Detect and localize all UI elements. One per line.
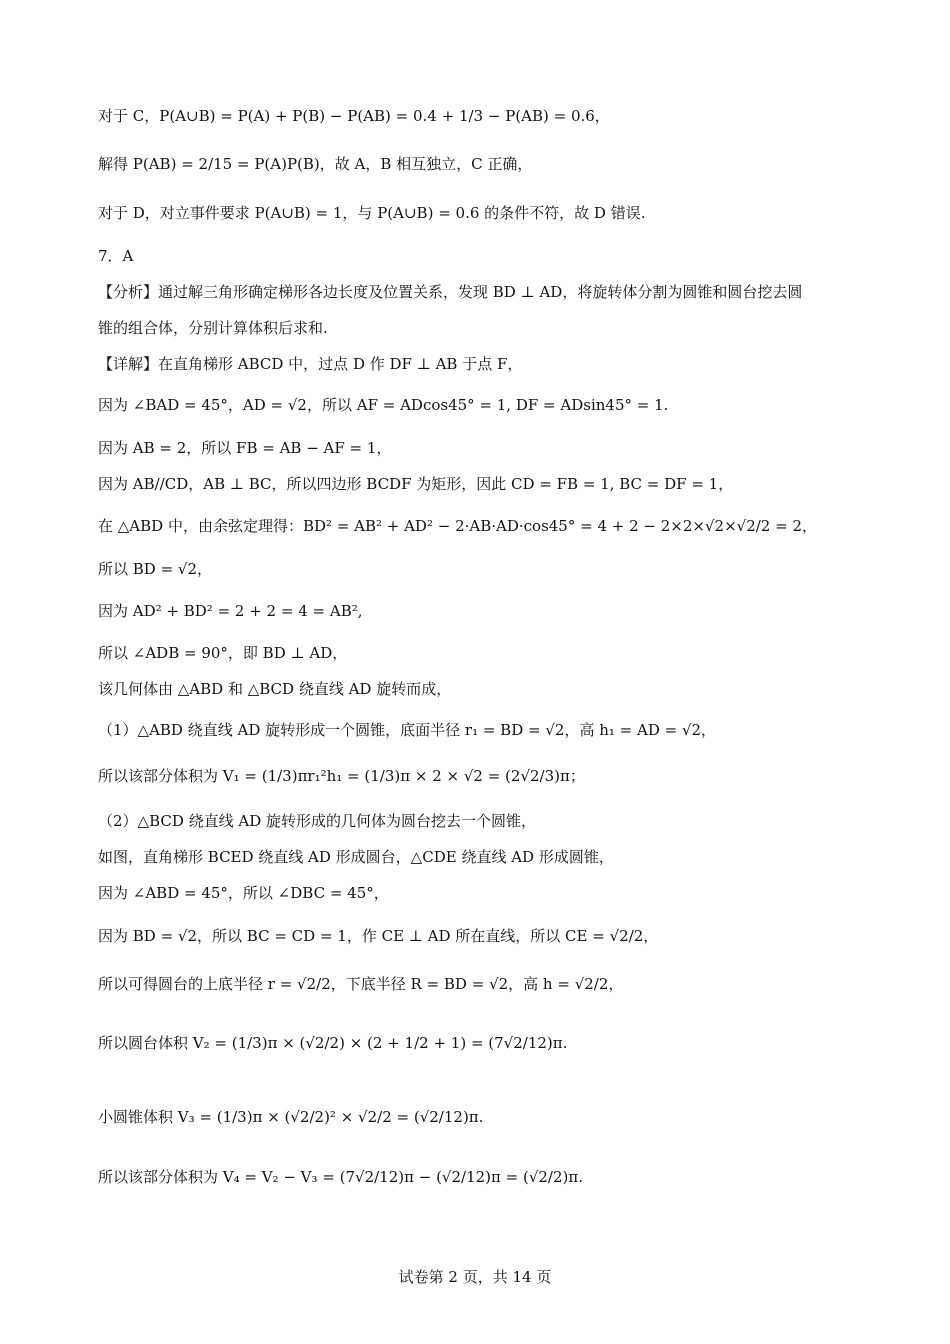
- text-line: （2）△BCD 绕直线 AD 旋转形成的几何体为圆台挖去一个圆锥，: [98, 812, 537, 830]
- text-line: 对于 C，P(A∪B) = P(A) + P(B) − P(AB) = 0.4 + 1/3 − P(AB) = 0.6，: [98, 107, 610, 125]
- text-line: 解得 P(AB) = 2/15 = P(A)P(B)，故 A，B 相互独立，C 正确，: [98, 155, 533, 173]
- text-line: 该几何体由 △ABD 和 △BCD 绕直线 AD 旋转而成，: [98, 680, 452, 698]
- text-line: 因为 AB = 2，所以 FB = AB − AF = 1，: [98, 439, 392, 457]
- analysis-line: 【分析】通过解三角形确定梯形各边长度及位置关系，发现 BD ⊥ AD，将旋转体分割为圆锥和圆台挖去圆: [98, 283, 803, 301]
- text-line: 因为 ∠BAD = 45°，AD = √2，所以 AF = ADcos45° = 1, DF = ADsin45° = 1.: [98, 396, 669, 414]
- analysis-line: 锥的组合体，分别计算体积后求和.: [98, 319, 328, 337]
- text-line: 因为 AD² + BD² = 2 + 2 = 4 = AB²,: [98, 602, 363, 620]
- text-line: 在 △ABD 中，由余弦定理得：BD² = AB² + AD² − 2·AB·AD·cos45° = 4 + 2 − 2×2×√2×√2/2 = 2，: [98, 517, 817, 535]
- text-line: 因为 AB//CD，AB ⊥ BC，所以四边形 BCDF 为矩形，因此 CD = FB = 1, BC = DF = 1，: [98, 475, 734, 493]
- text-line: 如图，直角梯形 BCED 绕直线 AD 形成圆台，△CDE 绕直线 AD 形成圆锥，: [98, 848, 614, 866]
- text-line: 因为 ∠ABD = 45°，所以 ∠DBC = 45°，: [98, 884, 389, 902]
- text-line: 所以圆台体积 V₂ = (1/3)π × (√2/2) × (2 + 1/2 + 1) = (7√2/12)π.: [98, 1034, 568, 1052]
- text-line: （1）△ABD 绕直线 AD 旋转形成一个圆锥，底面半径 r₁ = BD = √2，高 h₁ = AD = √2，: [98, 721, 717, 739]
- text-line: 因为 BD = √2，所以 BC = CD = 1，作 CE ⊥ AD 所在直线，所以 CE = √2/2，: [98, 927, 659, 945]
- text-line: 所以 BD = √2，: [98, 560, 213, 578]
- text-line: 所以该部分体积为 V₁ = (1/3)πr₁²h₁ = (1/3)π × 2 × √2 = (2√2/3)π；: [98, 767, 585, 785]
- question-number: 7．A: [98, 247, 134, 265]
- text-line: 所以可得圆台的上底半径 r = √2/2，下底半径 R = BD = √2，高 h = √2/2，: [98, 975, 624, 993]
- text-line: 所以 ∠ADB = 90°，即 BD ⊥ AD，: [98, 644, 348, 662]
- text-line: 小圆锥体积 V₃ = (1/3)π × (√2/2)² × √2/2 = (√2/12)π.: [98, 1108, 484, 1126]
- text-line: 所以该部分体积为 V₄ = V₂ − V₃ = (7√2/12)π − (√2/12)π = (√2/2)π.: [98, 1168, 584, 1186]
- page-footer: 试卷第 2 页，共 14 页: [398, 1268, 552, 1286]
- text-line: 对于 D，对立事件要求 P(A∪B) = 1，与 P(A∪B) = 0.6 的条件不符，故 D 错误.: [98, 204, 646, 222]
- detail-line: 【详解】在直角梯形 ABCD 中，过点 D 作 DF ⊥ AB 于点 F，: [98, 355, 523, 373]
